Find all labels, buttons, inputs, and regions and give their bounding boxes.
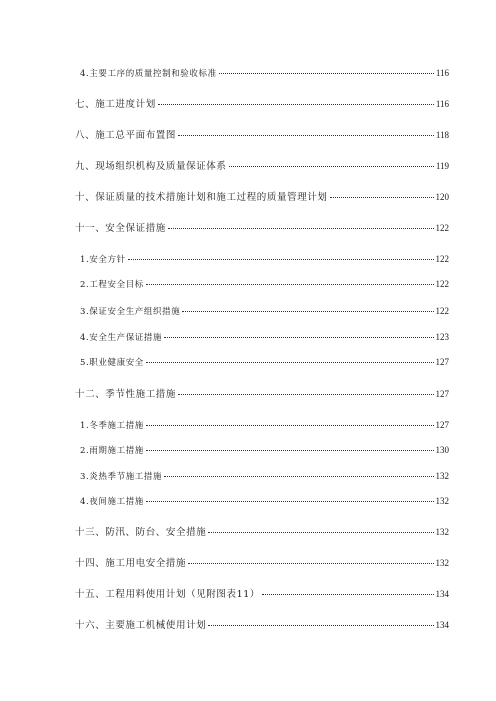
toc-entry-title: 1.冬季施工措施 <box>80 421 144 431</box>
toc-entry-title: 2.工程安全目标 <box>80 280 144 290</box>
toc-entry-title: 八、施工总平面布置图 <box>75 130 177 141</box>
toc-entry-page: 116 <box>435 99 449 109</box>
toc-entry-title: 十二、季节性施工措施 <box>75 389 177 400</box>
toc-entry-page: 122 <box>435 254 449 264</box>
dot-leader <box>146 450 434 451</box>
toc-entry-page: 127 <box>435 420 449 430</box>
dot-leader <box>146 362 434 363</box>
toc-entry[interactable] <box>75 525 449 539</box>
toc-entry-page: 127 <box>435 357 449 367</box>
toc-entry-title: 十六、主要施工机械使用计划 <box>75 620 207 631</box>
toc-entry-title: 1.安全方针 <box>80 255 126 265</box>
dot-leader <box>128 259 434 260</box>
toc-entry-page: 132 <box>435 558 449 568</box>
toc-entry-page: 132 <box>435 496 449 506</box>
toc-entry-title: 十三、防汛、防台、安全措施 <box>75 527 207 538</box>
toc-entry[interactable] <box>80 469 449 483</box>
toc-entry-page: 116 <box>435 68 449 78</box>
dot-leader <box>182 311 433 312</box>
toc-entry-page: 122 <box>435 306 449 316</box>
toc-entry-title: 3.炎热季节施工措施 <box>80 472 163 482</box>
toc-entry-title: 4.夜间施工措施 <box>80 497 144 507</box>
toc-entry[interactable] <box>80 443 449 457</box>
toc-entry-title: 3.保证安全生产组织措施 <box>80 307 181 317</box>
dot-leader <box>188 563 433 564</box>
dot-leader <box>164 476 433 477</box>
toc-entry-page: 132 <box>435 471 449 481</box>
toc-entry[interactable] <box>80 252 449 266</box>
toc-entry-page: 130 <box>435 445 449 455</box>
toc-entry[interactable] <box>75 556 449 570</box>
toc-entry[interactable] <box>75 387 449 401</box>
toc-entry[interactable] <box>75 587 449 601</box>
dot-leader <box>219 73 434 74</box>
dot-leader <box>168 228 434 229</box>
toc-entry[interactable] <box>80 277 449 291</box>
dot-leader <box>229 166 434 167</box>
toc-entry-title: 七、施工进度计划 <box>75 99 156 110</box>
toc-entry[interactable] <box>75 190 449 204</box>
toc-entry[interactable] <box>80 355 449 369</box>
dot-leader <box>178 394 433 395</box>
toc-entry-page: 120 <box>435 192 449 202</box>
toc-entry[interactable] <box>80 494 449 508</box>
toc-entry-title: 九、现场组织机构及质量保证体系 <box>75 161 227 172</box>
toc-entry-page: 132 <box>435 527 449 537</box>
toc-entry-page: 134 <box>435 620 449 630</box>
dot-leader <box>146 425 434 426</box>
toc-entry[interactable] <box>80 418 449 432</box>
toc-entry-page: 122 <box>435 279 449 289</box>
toc-entry-page: 118 <box>435 130 449 140</box>
dot-leader <box>146 284 434 285</box>
toc-entry-title: 十四、施工用电安全措施 <box>75 558 187 569</box>
toc-entry-page: 119 <box>435 161 449 171</box>
toc-entry[interactable] <box>75 221 449 235</box>
toc-entry-page: 123 <box>435 332 449 342</box>
toc-entry[interactable] <box>80 330 449 344</box>
dot-leader <box>262 594 434 595</box>
toc-entry-title: 4.安全生产保证措施 <box>80 333 163 343</box>
dot-leader <box>208 532 433 533</box>
toc-entry[interactable] <box>75 618 449 632</box>
dot-leader <box>330 197 434 198</box>
toc-entry[interactable] <box>75 97 449 111</box>
toc-entry-title: 十五、工程用料使用计划（见附图表11） <box>75 589 260 600</box>
toc-entry[interactable] <box>80 66 449 80</box>
toc-entry[interactable] <box>75 159 449 173</box>
toc-entry-page: 127 <box>435 389 449 399</box>
toc-entry-title: 5.职业健康安全 <box>80 358 144 368</box>
dot-leader <box>164 337 433 338</box>
toc-entry-title: 十一、安全保证措施 <box>75 223 166 234</box>
toc-entry-title: 4.主要工序的质量控制和验收标准 <box>80 69 217 79</box>
toc-entry-page: 122 <box>435 223 449 233</box>
dot-leader <box>146 501 434 502</box>
toc-entry-title: 2.雨期施工措施 <box>80 446 144 456</box>
dot-leader <box>158 104 434 105</box>
toc-entry[interactable] <box>80 304 449 318</box>
toc-entry[interactable] <box>75 128 449 142</box>
toc-entry-title: 十、保证质量的技术措施计划和施工过程的质量管理计划 <box>75 192 328 203</box>
dot-leader <box>208 625 433 626</box>
dot-leader <box>178 135 434 136</box>
toc-entry-page: 134 <box>435 589 449 599</box>
